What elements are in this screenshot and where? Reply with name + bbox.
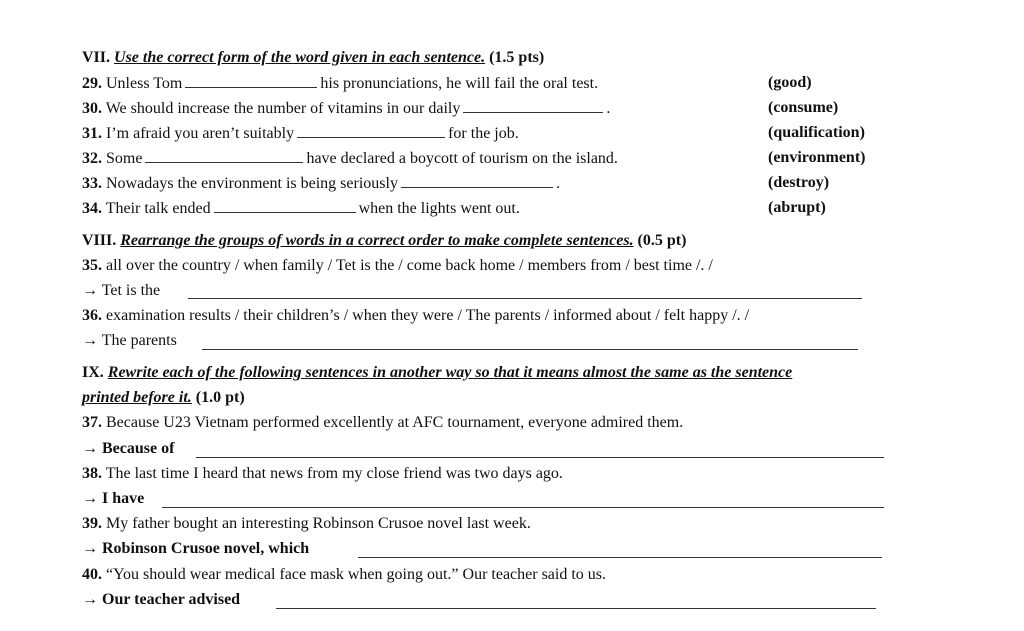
arrow-icon: → xyxy=(82,591,98,608)
question-31 xyxy=(82,123,519,144)
answer-start: Because of xyxy=(102,440,175,457)
section-instruction: Rewrite each of the following sentences in another way so that it means almost the same as the sentence xyxy=(107,364,793,381)
question-text: Because U23 Vietnam performed excellently at AFC tournament, everyone admired them. xyxy=(106,414,684,431)
answer-blank[interactable] xyxy=(145,148,303,163)
question-text-before: Nowadays the environment is being seriously xyxy=(106,175,398,192)
question-text-after: for the job. xyxy=(448,125,519,142)
section-number: IX. xyxy=(82,364,104,381)
answer-start: Robinson Crusoe novel, which xyxy=(102,540,310,557)
question-number: 33. xyxy=(82,175,102,192)
question-number: 37. xyxy=(82,414,102,431)
answer-start: I have xyxy=(102,490,145,507)
word-cue: (abrupt) xyxy=(768,199,826,216)
question-text-after: when the lights went out. xyxy=(358,200,520,217)
arrow-icon: → xyxy=(82,440,98,457)
question-number: 30. xyxy=(82,100,102,117)
question-35 xyxy=(82,256,713,276)
question-38 xyxy=(82,464,563,484)
question-number: 34. xyxy=(82,200,102,217)
section-instruction: Rearrange the groups of words in a correct order to make complete sentences. xyxy=(120,232,634,249)
answer-line-38 xyxy=(82,489,144,509)
question-number: 39. xyxy=(82,515,102,532)
answer-line-36 xyxy=(82,331,177,351)
answer-start: The parents xyxy=(101,332,177,349)
section-points: (1.0 pt) xyxy=(195,389,245,406)
question-text-before: Some xyxy=(106,150,143,167)
word-cue: (consume) xyxy=(768,99,839,116)
question-number: 32. xyxy=(82,150,102,167)
section-points: (1.5 pts) xyxy=(489,49,545,66)
answer-line-37 xyxy=(82,439,174,459)
arrow-icon: → xyxy=(82,332,98,349)
question-text-before: Their talk ended xyxy=(105,200,211,217)
question-30 xyxy=(82,98,610,119)
question-number: 29. xyxy=(82,75,102,92)
question-text: “You should wear medical face mask when going out.” Our teacher said to us. xyxy=(106,566,607,583)
question-33 xyxy=(82,173,560,194)
answer-line-39 xyxy=(82,539,309,559)
answer-blank[interactable] xyxy=(214,198,356,213)
section-vii-header xyxy=(82,48,544,68)
word-cue: (environment) xyxy=(768,149,866,166)
word-cue: (good) xyxy=(768,74,812,91)
answer-blank[interactable] xyxy=(202,349,858,350)
question-34 xyxy=(82,198,520,219)
question-36 xyxy=(82,306,749,326)
question-40 xyxy=(82,565,606,585)
question-text: The last time I heard that news from my close friend was two days ago. xyxy=(105,465,563,482)
answer-blank[interactable] xyxy=(358,557,882,558)
answer-start: Tet is the xyxy=(101,282,161,299)
section-ix-header xyxy=(82,363,792,383)
section-viii-header xyxy=(82,231,686,251)
answer-blank[interactable] xyxy=(297,123,445,138)
question-32 xyxy=(82,148,618,169)
section-points: (0.5 pt) xyxy=(637,232,687,249)
word-cue: (destroy) xyxy=(768,174,830,191)
question-39 xyxy=(82,514,531,534)
question-number: 40. xyxy=(82,566,102,583)
arrow-icon: → xyxy=(82,282,98,299)
section-number: VII. xyxy=(82,49,111,66)
answer-start: Our teacher advised xyxy=(102,591,241,608)
answer-blank[interactable] xyxy=(188,298,862,299)
question-text-after: his pronunciations, he will fail the oral test. xyxy=(320,75,599,92)
question-29 xyxy=(82,73,598,94)
section-instruction-cont: printed before it. xyxy=(82,389,192,406)
answer-blank[interactable] xyxy=(162,507,884,508)
question-text: all over the country / when family / Tet is the / come back home / members from / best time /. / xyxy=(106,257,713,274)
question-text-after: . xyxy=(606,100,611,117)
question-text: My father bought an interesting Robinson Crusoe novel last week. xyxy=(106,515,531,532)
section-ix-header-cont xyxy=(82,388,245,408)
answer-line-35 xyxy=(82,281,160,301)
answer-blank[interactable] xyxy=(185,73,317,88)
question-text-before: Unless Tom xyxy=(106,75,183,92)
answer-blank[interactable] xyxy=(463,98,603,113)
question-number: 31. xyxy=(82,125,102,142)
question-37 xyxy=(82,413,683,433)
arrow-icon: → xyxy=(82,490,98,507)
question-number: 35. xyxy=(82,257,102,274)
answer-blank[interactable] xyxy=(276,608,876,609)
question-text-after: . xyxy=(555,175,560,192)
answer-blank[interactable] xyxy=(401,173,553,188)
question-number: 38. xyxy=(82,465,102,482)
question-text-before: We should increase the number of vitamins in our daily xyxy=(105,100,461,117)
arrow-icon: → xyxy=(82,540,98,557)
question-text-after: have declared a boycott of tourism on the island. xyxy=(306,150,618,167)
section-instruction: Use the correct form of the word given in each sentence. xyxy=(114,49,486,66)
word-cue: (qualification) xyxy=(768,124,865,141)
question-text-before: I’m afraid you aren’t suitably xyxy=(106,125,295,142)
question-number: 36. xyxy=(82,307,102,324)
section-number: VIII. xyxy=(82,232,117,249)
answer-blank[interactable] xyxy=(196,457,884,458)
answer-line-40 xyxy=(82,590,240,610)
question-text: examination results / their children’s / when they were / The parents / informed about / felt happy /. / xyxy=(106,307,750,324)
